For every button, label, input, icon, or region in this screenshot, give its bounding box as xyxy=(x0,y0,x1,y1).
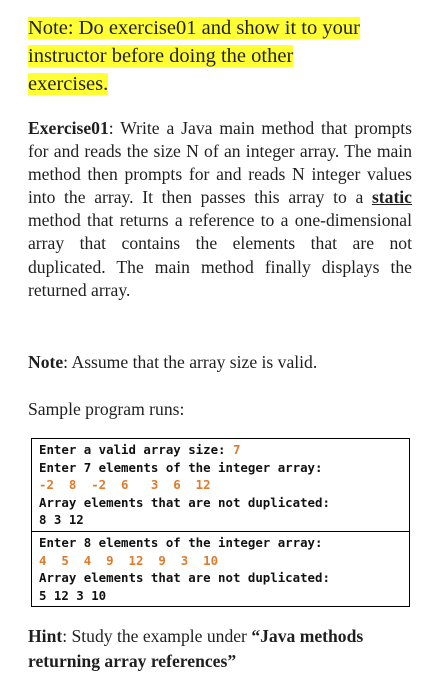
static-keyword: static xyxy=(371,187,412,208)
sample-runs-heading: Sample program runs: xyxy=(28,399,185,419)
elements-input: -2 8 -2 6 3 6 12 xyxy=(39,477,211,493)
result-label: Array elements that are not duplicated: xyxy=(39,570,330,586)
assumption-note xyxy=(28,351,412,374)
sample-runs-box xyxy=(31,438,410,607)
hint-emphasis: “Java methods returning array references” xyxy=(28,626,364,671)
note-line-1: Note: Do exercise01 and show it to your xyxy=(28,17,360,39)
assumption-label: Note xyxy=(28,352,64,372)
result-values: 5 12 3 10 xyxy=(39,587,107,603)
result-label: Array elements that are not duplicated: xyxy=(39,494,330,510)
exercise-text-part-2: method that returns a reference to a one-dimensional array that contains the elements that are not duplicated. The main method finally displays the returned array. xyxy=(28,210,412,300)
elements-prompt: Enter 7 elements of the integer array: xyxy=(39,459,323,475)
size-input: 7 xyxy=(232,442,241,457)
size-prompt: Enter a valid array size: xyxy=(39,442,233,457)
exercise-text-part-1: : Write a Java main method that prompts for and reads the size N of an integer array. The main method then prompts for and reads N integer values into the array. It then passes this array to a xyxy=(28,118,412,208)
size-prompt-line xyxy=(39,441,403,459)
exercise-paragraph xyxy=(28,117,412,302)
hint-paragraph xyxy=(28,624,412,674)
elements-prompt: Enter 8 elements of the integer array: xyxy=(39,534,323,550)
hint-text: : Study the example under xyxy=(62,626,252,646)
exercise-heading: Exercise01 xyxy=(28,118,109,138)
note-banner xyxy=(28,14,412,98)
hint-label: Hint xyxy=(28,626,63,646)
sample-run-1 xyxy=(32,439,409,531)
elements-input: 4 5 4 9 12 9 3 10 xyxy=(39,552,219,568)
sample-run-2 xyxy=(32,531,409,606)
note-line-2: instructor before doing the other xyxy=(28,45,294,67)
note-line-3: exercises. xyxy=(28,73,109,95)
result-values: 8 3 12 xyxy=(39,512,84,528)
assumption-text: : Assume that the array size is valid. xyxy=(63,352,318,372)
